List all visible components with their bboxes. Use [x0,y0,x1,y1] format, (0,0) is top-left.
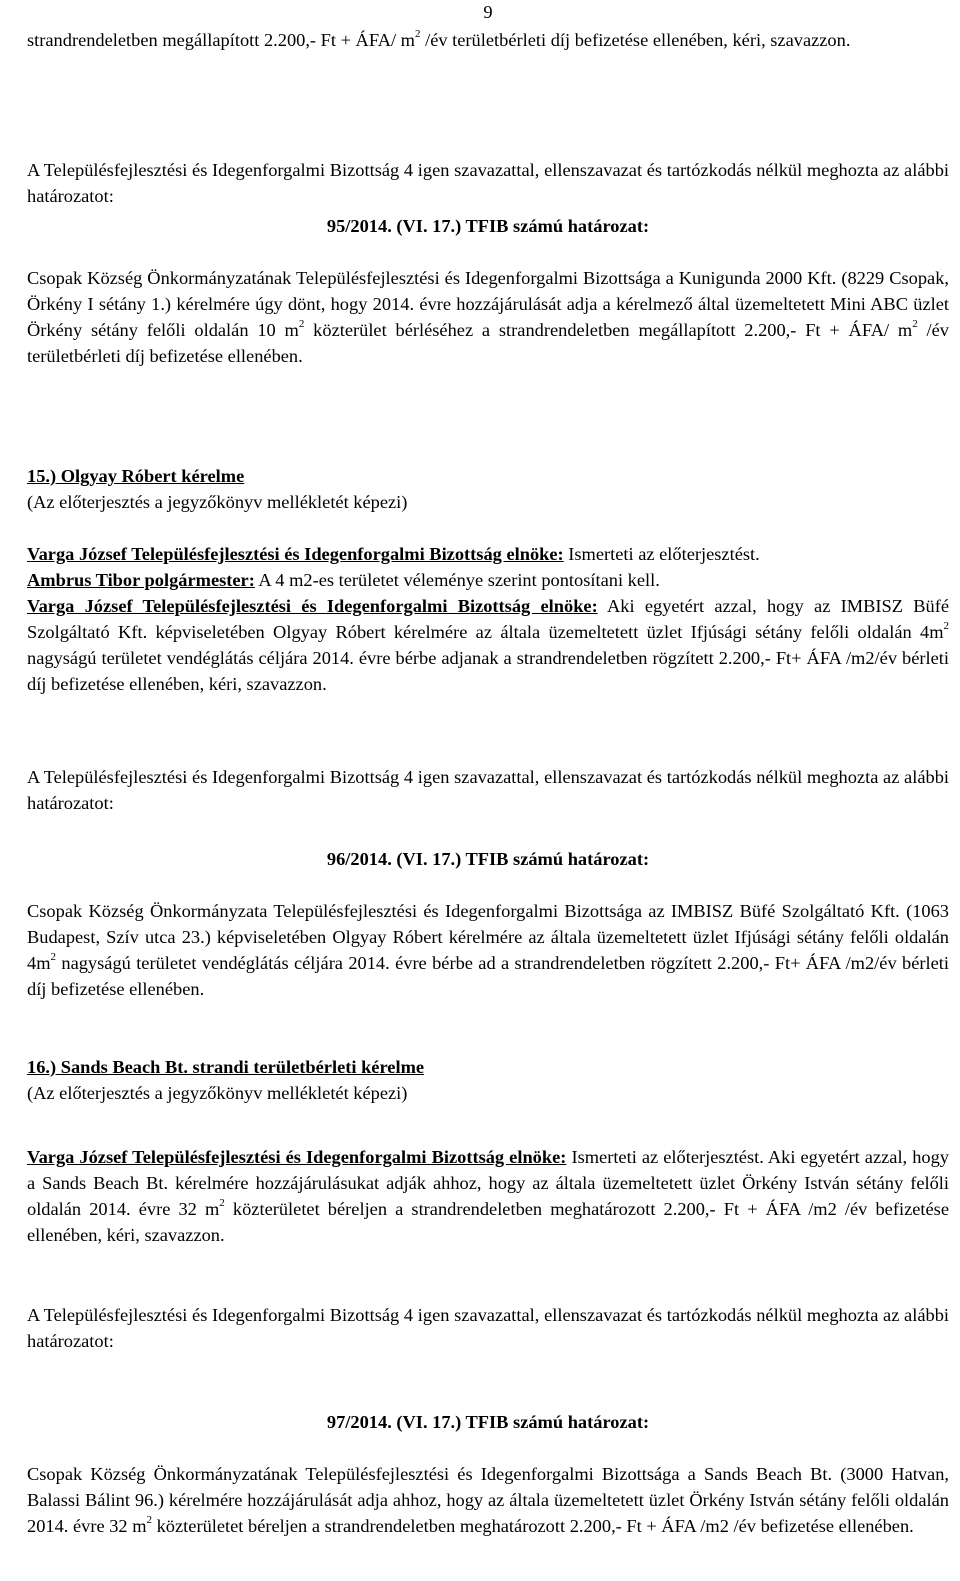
agenda-item-15-annex: (Az előterjesztés a jegyzőkönyv mellékletét képezi) [27,492,408,512]
agenda-item-16-annex: (Az előterjesztés a jegyzőkönyv mellékletét képezi) [27,1083,408,1103]
speaker-name: Ambrus Tibor polgármester: [27,570,255,590]
page-number: 9 [483,2,493,22]
speaker-name: Varga József Településfejlesztési és Idegenforgalmi Bizottság elnöke: [27,544,564,564]
vote-statement: A Településfejlesztési és Idegenforgalmi Bizottság 4 igen szavazattal, ellenszavazat és tartózkodás nélkül meghozta az alábbi határozatot: [27,160,949,206]
agenda-item-16-discussion: Varga József Településfejlesztési és Idegenforgalmi Bizottság elnöke: Ismerteti az előterjesztést. Aki egyetért azzal, hogy a Sands Beach Bt. kérelmére hozzájárulásukat adják ahhoz, hogy az általa üzemeltetett üzlet Örkény István sétány felőli oldalán 2014. évre 32 $m^2$ közterületet béreljen a strandrendeletben meghatározott 2.200,- Ft + ÁFA /m2 /év befizetése ellenében, kéri, szavazzon. [27,1147,949,1245]
agenda-item-16-heading: 16.) Sands Beach Bt. strandi területbérleti kérelme [27,1057,425,1077]
speech-varga-2: Varga József Településfejlesztési és Idegenforgalmi Bizottság elnöke: Aki egyetért azzal, hogy az IMBISZ Büfé Szolgáltató Kft. képviseletében Olgyay Róbert kérelmére az általa üzemeltetett üzlet Ifjúsági sétány felőli oldalán $4m^2$ nagyságú területet vendéglátás céljára 2014. évre bérbe adjanak a strandrendeletben rögzített 2.200,- Ft+ ÁFA /m2/év bérleti díj befizetése ellenében, kéri, szavazzon. [27,596,949,694]
resolution-95-title: 95/2014. (VI. 17.) TFIB számú határozat: [326,216,650,236]
vote-statement: A Településfejlesztési és Idegenforgalmi Bizottság 4 igen szavazattal, ellenszavazat és tartózkodás nélkül meghozta az alábbi határozatot: [27,1305,949,1351]
resolution-97-title: 97/2014. (VI. 17.) TFIB számú határozat: [326,1412,650,1432]
speaker-name: Varga József Településfejlesztési és Idegenforgalmi Bizottság elnöke: [27,1147,567,1167]
speech-varga-1: Varga József Településfejlesztési és Idegenforgalmi Bizottság elnöke: Ismerteti az előterjesztést. [27,544,760,564]
agenda-item-15-heading: 15.) Olgyay Róbert kérelme [27,466,245,486]
document-page [27,0,949,1581]
speaker-name: Varga József Településfejlesztési és Idegenforgalmi Bizottság elnöke: [27,596,598,616]
vote-statement: A Településfejlesztési és Idegenforgalmi Bizottság 4 igen szavazattal, ellenszavazat és tartózkodás nélkül meghozta az alábbi határozatot: [27,767,949,813]
resolution-96-title: 96/2014. (VI. 17.) TFIB számú határozat: [326,849,650,869]
resolution-96-text: Csopak Község Önkormányzata Településfejlesztési és Idegenforgalmi Bizottsága az IMBISZ Büfé Szolgáltató Kft. (1063 Budapest, Szív utca 23.) képviseletében Olgyay Róbert kérelmére az általa üzemeltetett üzlet Ifjúsági sétány felőli oldalán $4m^2$ nagyságú területet vendéglátás céljára 2014. évre bérbe ad a strandrendeletben rögzített 2.200,- Ft+ ÁFA /m2/év bérleti díj befizetése ellenében. [27,901,949,999]
resolution-97-text: Csopak Község Önkormányzatának Településfejlesztési és Idegenforgalmi Bizottsága a Sands Beach Bt. (3000 Hatvan, Balassi Bálint 96.) kérelmére hozzájárulását adja ahhoz, hogy az általa üzemeltetett üzlet Örkény István sétány felőli oldalán 2014. évre 32 $m^2$ közterületet béreljen a strandrendeletben meghatározott 2.200,- Ft + ÁFA /m2 /év befizetése ellenében. [27,1464,949,1536]
paragraph-continuation: strandrendeletben megállapított 2.200,- Ft + ÁFA/ $m^2$ /év területbérleti díj befizetése ellenében, kéri, szavazzon. [27,27,851,50]
speech-ambrus: Ambrus Tibor polgármester: A 4 m2-es területet véleménye szerint pontosítani kell. [27,570,660,590]
agenda-item-15-discussion [27,541,949,697]
resolution-95-text: Csopak Község Önkormányzatának Településfejlesztési és Idegenforgalmi Bizottsága a Kunigunda 2000 Kft. (8229 Csopak, Örkény I sétány 1.) kérelmére úgy dönt, hogy 2014. évre hozzájárulását adja a kérelmező által üzemeltetett Mini ABC üzlet Örkény sétány felőli oldalán 10 $m^2$ közterület bérléséhez a strandrendeletben megállapított 2.200,- Ft + ÁFA/ $m^2$ /év területbérleti díj befizetése ellenében. [27,268,949,366]
